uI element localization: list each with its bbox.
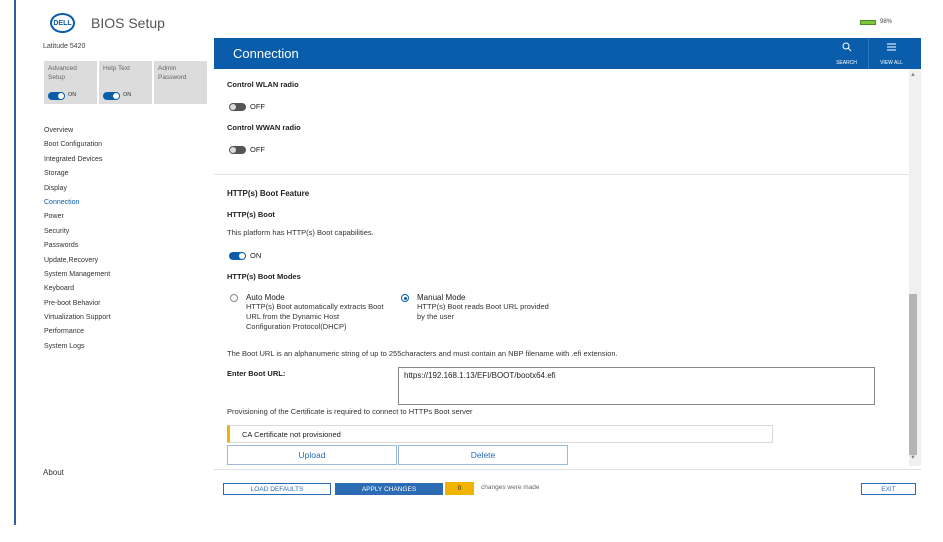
scroll-down-arrow-icon[interactable]: ▼	[910, 455, 916, 461]
view-all-label: VIEW ALL	[880, 59, 903, 66]
battery-percent: 98%	[880, 19, 893, 25]
scrollbar-thumb[interactable]	[909, 294, 917, 455]
tile-admin-password[interactable]	[154, 61, 207, 104]
sidebar-item-system-management[interactable]: System Management	[44, 270, 111, 278]
scroll-up-arrow-icon[interactable]: ▲	[910, 72, 916, 78]
sidebar-item-system-logs[interactable]: System Logs	[44, 342, 85, 350]
settings-panel	[214, 69, 921, 466]
sidebar-item-keyboard[interactable]: Keyboard	[44, 285, 74, 293]
manual-mode-option[interactable]	[401, 293, 549, 322]
sidebar-nav	[44, 124, 110, 354]
upload-button[interactable]: Upload	[227, 445, 397, 465]
load-defaults-button[interactable]: LOAD DEFAULTS	[223, 483, 331, 495]
http-boot-toggle[interactable]	[229, 251, 261, 260]
boot-modes-label: HTTP(s) Boot Modes	[227, 272, 301, 281]
tile-advanced-setup[interactable]	[44, 61, 97, 104]
manual-mode-desc-2: by the user	[417, 312, 455, 321]
change-count-badge: 0	[445, 482, 474, 495]
toggle-switch-icon	[48, 92, 65, 100]
app-title: BIOS Setup	[91, 15, 165, 31]
changes-text: changes were made	[481, 484, 540, 491]
auto-mode-title: Auto Mode	[246, 293, 285, 302]
tile-label: Help Text	[103, 65, 130, 72]
toggle-state: ON	[250, 251, 262, 260]
search-label: SEARCH	[836, 59, 857, 66]
sidebar-item-storage[interactable]: Storage	[44, 170, 69, 178]
manual-mode-desc-1: HTTP(s) Boot reads Boot URL provided	[417, 302, 549, 311]
auto-mode-option[interactable]	[230, 293, 384, 332]
certificate-note: Provisioning of the Certificate is required to connect to HTTPs Boot server	[227, 407, 473, 416]
sidebar-item-security[interactable]: Security	[44, 227, 70, 235]
sidebar-item-overview[interactable]: Overview	[44, 127, 74, 134]
wlan-toggle[interactable]	[229, 102, 265, 111]
battery-icon	[860, 20, 876, 25]
radio-checked-icon	[401, 294, 409, 302]
page-header	[214, 38, 921, 69]
about-link[interactable]: About	[43, 468, 64, 477]
toggle-state: ON	[68, 92, 77, 98]
sidebar-item-power[interactable]: Power	[44, 213, 64, 221]
boot-url-note: The Boot URL is an alphanumeric string of up to 255characters and must contain an NBP filename with .efi extension.	[227, 349, 618, 358]
toggle-state: OFF	[250, 145, 265, 154]
search-button[interactable]	[825, 38, 868, 69]
certificate-status: CA Certificate not provisioned	[227, 425, 773, 443]
mode-tiles	[44, 61, 207, 104]
wlan-label: Control WLAN radio	[227, 80, 299, 89]
auto-mode-desc-2: URL from the Dynamic Host	[246, 312, 340, 321]
wwan-label: Control WWAN radio	[227, 123, 301, 132]
toggle-switch-icon	[103, 92, 120, 100]
toggle-switch-icon	[229, 252, 246, 260]
sidebar-item-virtualization-support[interactable]: Virtualization Support	[44, 314, 111, 322]
sidebar-item-boot-configuration[interactable]: Boot Configuration	[44, 141, 102, 149]
boot-url-input[interactable]: https://192.168.1.13/EFI/BOOT/bootx64.efi	[398, 367, 875, 405]
header-divider	[868, 38, 869, 69]
wwan-toggle[interactable]	[229, 145, 265, 154]
section-divider	[214, 174, 909, 175]
enter-boot-url-label: Enter Boot URL:	[227, 369, 286, 378]
exit-button[interactable]: EXIT	[861, 483, 916, 495]
tile-label: Advanced Setup	[48, 65, 77, 81]
toggle-state: ON	[123, 92, 132, 98]
footer-divider	[214, 469, 921, 470]
delete-button[interactable]: Delete	[398, 445, 568, 465]
sidebar-item-performance[interactable]: Performance	[44, 328, 85, 336]
sidebar-item-pre-boot-behavior[interactable]: Pre-boot Behavior	[44, 299, 101, 307]
tile-label: Admin Password	[158, 65, 187, 81]
apply-changes-button[interactable]: APPLY CHANGES	[335, 483, 443, 495]
sidebar-item-integrated-devices[interactable]: Integrated Devices	[44, 155, 103, 163]
tile-help-text[interactable]	[99, 61, 152, 104]
dell-logo: DELL	[50, 13, 75, 33]
auto-mode-desc-1: HTTP(s) Boot automatically extracts Boot	[246, 302, 384, 311]
toggle-switch-icon	[229, 146, 246, 154]
sidebar-item-passwords[interactable]: Passwords	[44, 242, 79, 250]
search-icon	[842, 42, 852, 54]
toggle-switch-icon	[229, 103, 246, 111]
http-boot-label: HTTP(s) Boot	[227, 210, 275, 219]
auto-mode-desc-3: Configuration Protocol(DHCP)	[246, 322, 347, 331]
sidebar-item-update-recovery[interactable]: Update,Recovery	[44, 256, 99, 264]
list-icon	[886, 42, 897, 54]
http-boot-feature-heading: HTTP(s) Boot Feature	[227, 189, 310, 198]
window-left-border	[14, 0, 16, 525]
sidebar-item-display[interactable]: Display	[44, 184, 67, 192]
manual-mode-title: Manual Mode	[417, 293, 466, 302]
view-all-button[interactable]	[870, 38, 913, 69]
http-boot-description: This platform has HTTP(s) Boot capabilities.	[227, 228, 374, 237]
battery-status	[860, 19, 892, 25]
help-text-toggle[interactable]	[103, 91, 131, 100]
sidebar-item-connection[interactable]: Connection	[44, 198, 80, 206]
sidebar	[40, 40, 210, 480]
radio-unchecked-icon	[230, 294, 238, 302]
page-title: Connection	[233, 46, 299, 61]
advanced-setup-toggle[interactable]	[48, 91, 76, 100]
model-name: Latitude 5420	[43, 43, 86, 50]
toggle-state: OFF	[250, 102, 265, 111]
